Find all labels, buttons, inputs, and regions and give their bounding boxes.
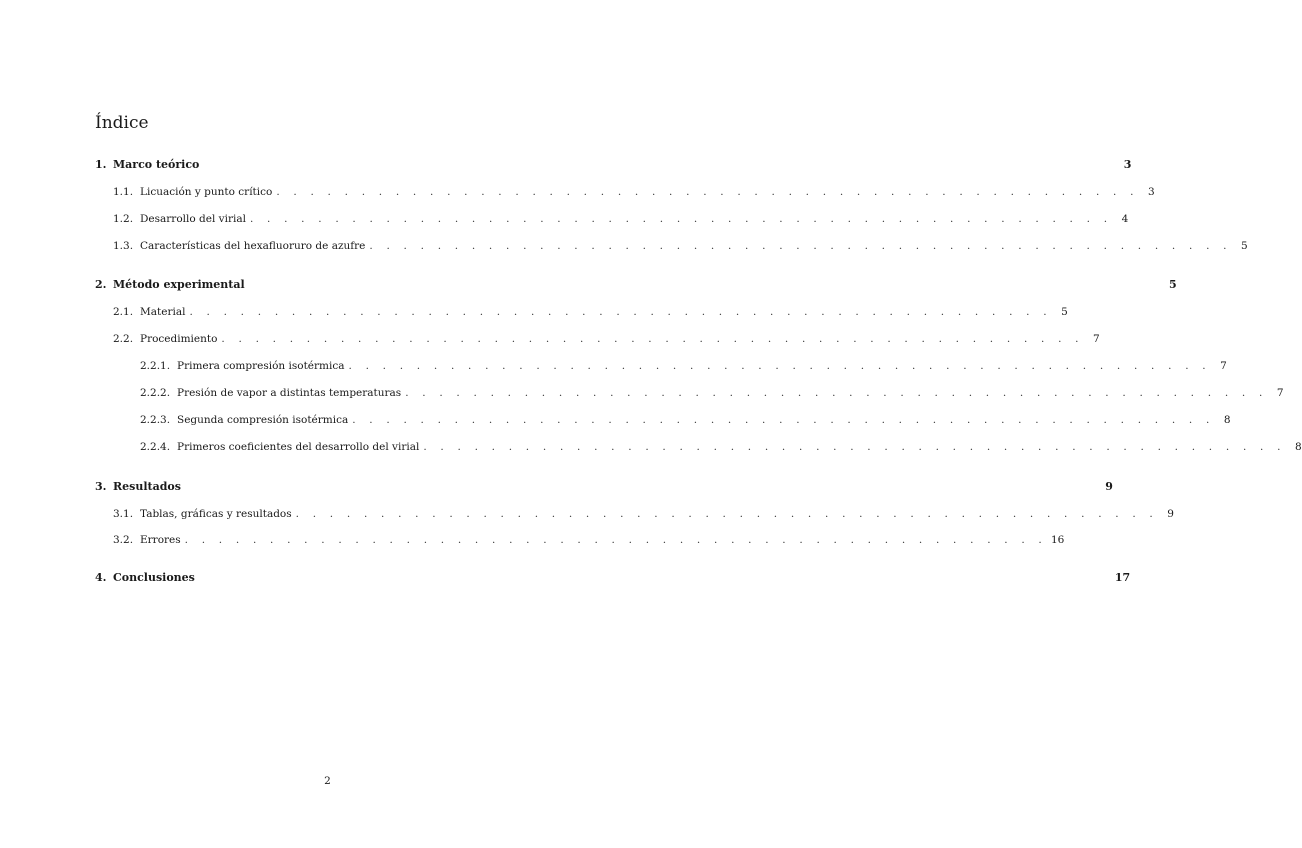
toc-leader [249,278,1161,292]
toc-title: Material [140,306,186,318]
toc-title: Resultados [113,480,181,493]
toc-number: 3.2. [113,534,134,546]
toc-number: 1.2. [113,213,134,225]
toc-title: Características del hexafluoruro de azufre [140,240,366,252]
toc-page-number: 5 [1241,240,1248,252]
toc-leader: . . . . . . . . . . . . . . . . . . . . . . . . . . . . . . . . . . . . . . . . . . . . . . . . . . . [348,360,1211,372]
toc-subsection-3-1[interactable] [113,507,1174,521]
toc-page-number: 5 [1061,306,1068,318]
toc-number: 1.3. [113,240,134,252]
toc-subsubsection-2-2-4[interactable] [140,440,1302,454]
toc-leader: . . . . . . . . . . . . . . . . . . . . . . . . . . . . . . . . . . . . . . . . . . . . . . . . . . . [189,306,1052,318]
toc-leader: . . . . . . . . . . . . . . . . . . . . . . . . . . . . . . . . . . . . . . . . . . . . . . . . . . . [405,387,1268,399]
toc-subsubsection-2-2-1[interactable] [140,359,1227,373]
toc-section-4[interactable] [95,571,1131,585]
toc-title: Primera compresión isotérmica [177,360,345,372]
toc-section-3[interactable] [95,480,1113,494]
toc-number: 4. [95,571,107,584]
toc-page-number: 17 [1114,571,1131,584]
toc-page-number: 16 [1050,534,1065,546]
toc-title: Desarrollo del virial [140,213,246,225]
toc-page-number: 3 [1147,186,1155,198]
toc-leader: . . . . . . . . . . . . . . . . . . . . . . . . . . . . . . . . . . . . . . . . . . . . . . . . . . . [352,414,1215,426]
toc-page-number: 5 [1169,278,1177,291]
toc-number: 2.2.1. [140,360,171,372]
page-title: Índice [95,113,149,133]
toc-page-number: 8 [1223,414,1231,426]
toc-page-number: 4 [1121,213,1129,225]
toc-number: 2.2. [113,333,134,345]
toc-number: 2.2.3. [140,414,171,426]
toc-title: Licuación y punto crítico [140,186,273,198]
toc-leader: . . . . . . . . . . . . . . . . . . . . . . . . . . . . . . . . . . . . . . . . . . . . . . . . . . . [276,186,1139,198]
toc-number: 2.1. [113,306,134,318]
toc-title: Primeros coeficientes del desarrollo del virial [177,441,420,453]
toc-number: 3.1. [113,508,134,520]
toc-leader: . . . . . . . . . . . . . . . . . . . . . . . . . . . . . . . . . . . . . . . . . . . . . . . . . . . [221,333,1084,345]
toc-title: Presión de vapor a distintas temperaturas [177,387,402,399]
toc-number: 3. [95,480,107,493]
toc-number: 2.2.4. [140,441,171,453]
toc-number: 2. [95,278,107,291]
toc-subsection-1-2[interactable] [113,212,1129,226]
toc-subsection-1-3[interactable] [113,239,1248,253]
toc-subsection-2-1[interactable] [113,305,1068,319]
toc-title: Marco teórico [113,158,200,171]
toc-leader: . . . . . . . . . . . . . . . . . . . . . . . . . . . . . . . . . . . . . . . . . . . . . . . . . . . [369,240,1232,252]
toc-section-1[interactable] [95,158,1132,172]
toc-leader: . . . . . . . . . . . . . . . . . . . . . . . . . . . . . . . . . . . . . . . . . . . . . . . . . . . [249,213,1113,225]
toc-number: 1. [95,158,107,171]
toc-title: Errores [140,534,181,546]
toc-title: Tablas, gráficas y resultados [140,508,292,520]
toc-page-number: 3 [1123,158,1132,171]
toc-page-number: 9 [1167,508,1174,520]
toc-title: Procedimiento [140,333,218,345]
toc-leader: . . . . . . . . . . . . . . . . . . . . . . . . . . . . . . . . . . . . . . . . . . . . . . . . . . . [423,441,1286,453]
toc-subsection-3-2[interactable] [113,533,1065,547]
toc-page-number: 9 [1105,480,1113,493]
toc-number: 1.1. [113,186,134,198]
toc-page-number: 7 [1276,387,1284,399]
toc-leader [199,571,1111,585]
page-number: 2 [324,775,331,787]
toc-subsection-1-1[interactable] [113,185,1155,199]
toc-subsection-2-2[interactable] [113,332,1100,346]
toc-section-2[interactable] [95,278,1177,292]
toc-leader: . . . . . . . . . . . . . . . . . . . . . . . . . . . . . . . . . . . . . . . . . . . . . . . . . . . [295,508,1158,520]
toc-leader [203,158,1115,172]
toc-title: Conclusiones [113,571,195,584]
toc-subsubsection-2-2-2[interactable] [140,386,1284,400]
toc-page-number: 7 [1220,360,1227,372]
toc-page-number: 8 [1294,441,1302,453]
toc-subsubsection-2-2-3[interactable] [140,413,1231,427]
toc-number: 2.2.2. [140,387,171,399]
toc-title: Método experimental [113,278,245,291]
toc-page-number: 7 [1093,333,1100,345]
toc-leader [185,480,1097,494]
toc-title: Segunda compresión isotérmica [177,414,349,426]
toc-leader: . . . . . . . . . . . . . . . . . . . . . . . . . . . . . . . . . . . . . . . . . . . . . . . . . . . [184,534,1047,546]
